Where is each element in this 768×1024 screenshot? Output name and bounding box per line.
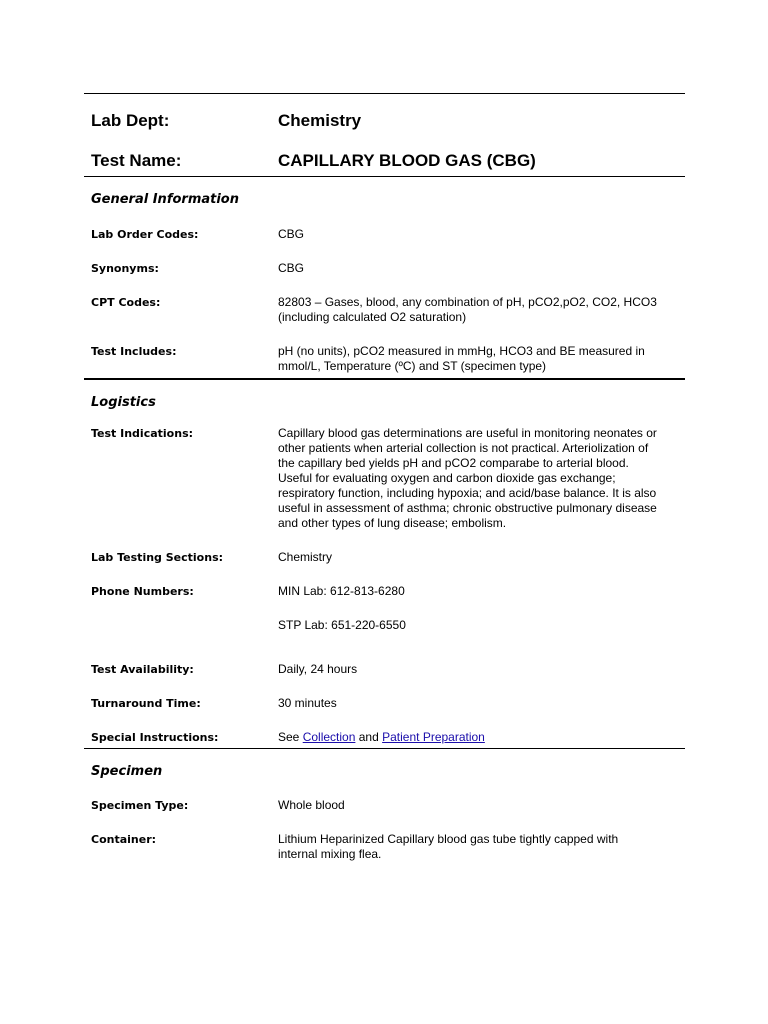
synonyms-row (84, 261, 685, 276)
test-indications-line: useful in assessment of asthma; chronic obstructive pulmonary disease (278, 501, 657, 515)
test-indications-line: and other types of lung disease; embolism. (278, 516, 507, 530)
test-includes-line: mmol/L, Temperature (ºC) and ST (specimen type) (278, 359, 547, 373)
synonyms-label: Synonyms: (91, 262, 159, 275)
test-name-label: Test Name: (91, 151, 182, 170)
specimen-type-label: Specimen Type: (91, 799, 189, 812)
special-and-text: and (358, 730, 379, 744)
test-availability-value: Daily, 24 hours (278, 662, 358, 676)
collection-link[interactable]: Collection (302, 730, 356, 744)
lab-testing-sections-value: Chemistry (278, 550, 333, 564)
lab-testing-sections-label: Lab Testing Sections: (91, 551, 224, 564)
cpt-codes-label: CPT Codes: (91, 296, 161, 309)
patient-preparation-link[interactable]: Patient Preparation (382, 730, 485, 744)
test-includes-label: Test Includes: (91, 345, 177, 358)
cpt-codes-row (84, 295, 685, 325)
turnaround-time-row (84, 696, 685, 711)
lab-dept-value: Chemistry (278, 111, 362, 130)
lab-test-document (84, 93, 685, 862)
specimen-type-value: Whole blood (278, 798, 345, 812)
special-see-text: See (278, 730, 300, 744)
lab-testing-sections-row (84, 550, 685, 565)
lab-order-codes-row (84, 227, 685, 242)
test-includes-row (84, 344, 685, 374)
special-instructions-label: Special Instructions: (91, 731, 219, 744)
synonyms-value: CBG (278, 261, 305, 275)
test-indications-row (84, 426, 685, 531)
test-availability-row (84, 662, 685, 677)
specimen-type-row (84, 798, 685, 813)
test-indications-label: Test Indications: (91, 427, 194, 440)
container-row (84, 832, 685, 862)
test-indications-value (278, 426, 678, 531)
general-information-title: General Information (91, 192, 239, 207)
turnaround-time-value: 30 minutes (278, 696, 337, 710)
container-value (278, 832, 678, 862)
test-indications-line: Capillary blood gas determinations are useful in monitoring neonates or (278, 426, 657, 440)
test-includes-line: pH (no units), pCO2 measured in mmHg, HCO3 and BE measured in (278, 344, 645, 358)
lab-order-codes-value: CBG (278, 227, 305, 241)
logistics-title: Logistics (91, 395, 156, 410)
special-instructions-value (278, 730, 678, 745)
phone-numbers-label: Phone Numbers: (91, 585, 194, 598)
test-availability-label: Test Availability: (91, 663, 194, 676)
phone-numbers-row (84, 584, 685, 633)
turnaround-time-label: Turnaround Time: (91, 697, 201, 710)
test-name-row (84, 151, 685, 174)
lab-dept-label: Lab Dept: (91, 111, 170, 130)
phone-numbers-value (278, 584, 678, 633)
test-indications-line: the capillary bed yields pH and pCO2 comparabe to arterial blood. (278, 456, 629, 470)
container-label: Container: (91, 833, 157, 846)
cpt-codes-value (278, 295, 678, 325)
specimen-title: Specimen (91, 764, 163, 779)
phone-min-lab: MIN Lab: 612-813-6280 (278, 584, 405, 598)
test-indications-line: other patients when arterial collection is not practical. Arteriolization of (278, 441, 649, 455)
test-includes-value (278, 344, 678, 374)
cpt-codes-line: (including calculated O2 saturation) (278, 310, 467, 324)
test-indications-line: Useful for evaluating oxygen and carbon dioxide gas exchange; (278, 471, 616, 485)
special-instructions-row (84, 730, 685, 745)
cpt-codes-line: 82803 – Gases, blood, any combination of pH, pCO2,pO2, CO2, HCO3 (278, 295, 657, 309)
test-indications-line: respiratory function, including hypoxia; and acid/base balance. It is also (278, 486, 657, 500)
test-name-value: CAPILLARY BLOOD GAS (CBG) (278, 151, 536, 170)
container-line: internal mixing flea. (278, 847, 382, 861)
phone-stp-lab: STP Lab: 651-220-6550 (278, 618, 406, 632)
lab-order-codes-label: Lab Order Codes: (91, 228, 199, 241)
lab-dept-row (84, 111, 685, 151)
container-line: Lithium Heparinized Capillary blood gas tube tightly capped with (278, 832, 619, 846)
